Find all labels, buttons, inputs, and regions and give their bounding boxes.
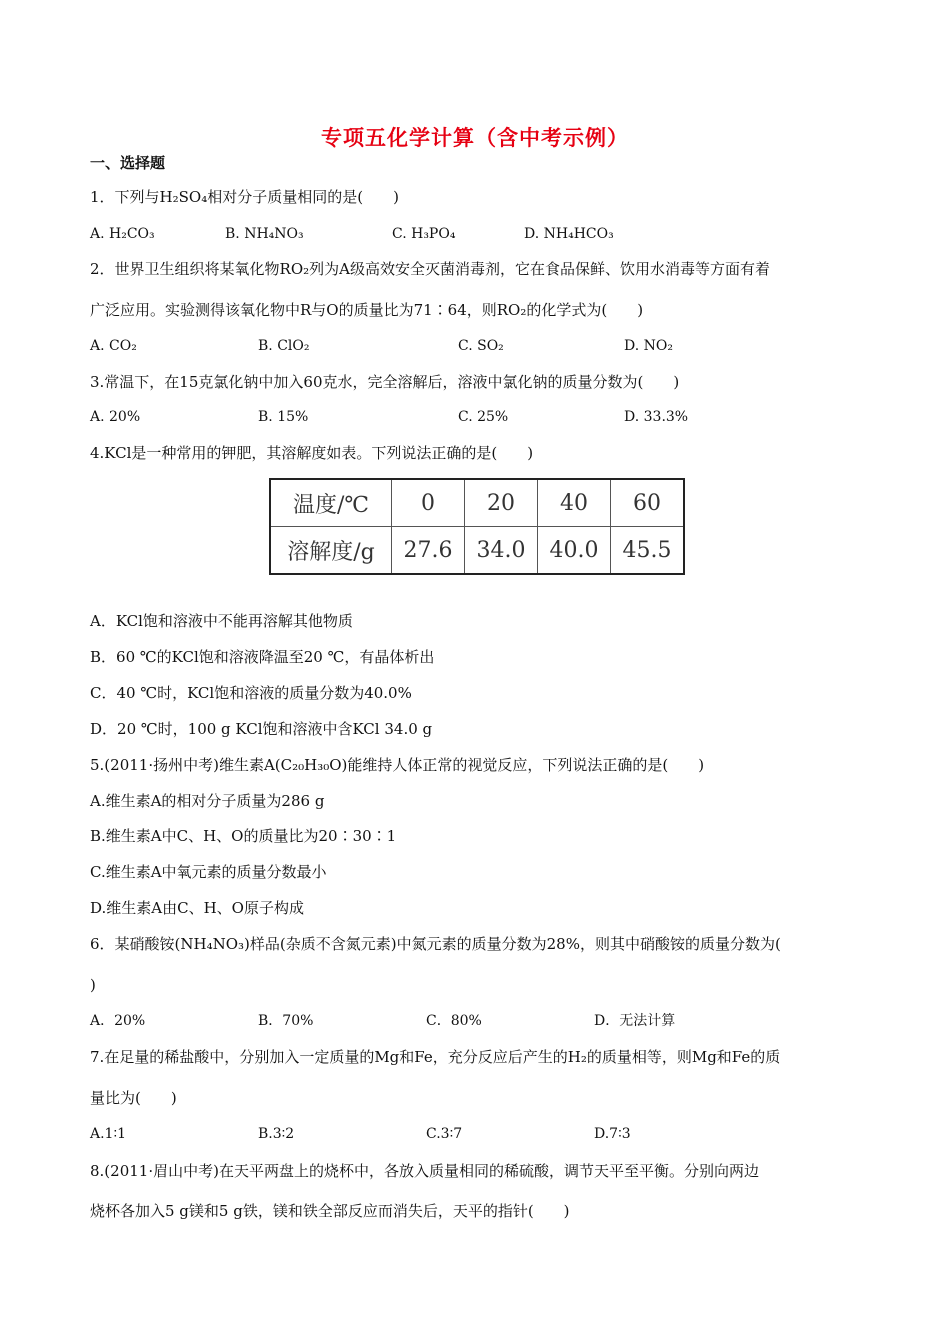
question-3: 3.常温下，在15克氯化钠中加入60克水，完全溶解后，溶液中氯化钠的质量分数为( ) xyxy=(90,373,680,391)
table-row-temperature xyxy=(270,479,684,527)
table-cell: 20 xyxy=(465,479,538,527)
table-cell: 40 xyxy=(538,479,611,527)
question-5-option-c: C.维生素A中氧元素的质量分数最小 xyxy=(90,863,327,881)
table-row-solubility xyxy=(270,527,684,575)
question-7-line-2: 量比为( ) xyxy=(90,1089,177,1107)
question-4-option-b: B．60 ℃的KCl饱和溶液降温至20 ℃，有晶体析出 xyxy=(90,648,435,666)
question-4-option-a: A．KCl饱和溶液中不能再溶解其他物质 xyxy=(90,612,353,630)
question-7-line-1: 7.在足量的稀盐酸中，分别加入一定质量的Mg和Fe，充分反应后产生的H₂的质量相等，则Mg和Fe的质 xyxy=(90,1048,781,1066)
table-cell: 45.5 xyxy=(611,527,685,575)
question-2-line-2: 广泛应用。实验测得该氧化物中R与O的质量比为71∶64，则RO₂的化学式为( ) xyxy=(90,301,644,319)
option-b: B．70% xyxy=(258,1013,314,1029)
question-5: 5.(2011·扬州中考)维生素A(C₂₀H₃₀O)能维持人体正常的视觉反应，下列说法正确的是( ) xyxy=(90,756,705,774)
table-header-temperature: 温度/℃ xyxy=(270,479,392,527)
question-5-option-d: D.维生素A由C、H、O原子构成 xyxy=(90,899,304,917)
question-2-line-1: 2．世界卫生组织将某氧化物RO₂列为A级高效安全灭菌消毒剂，它在食品保鲜、饮用水消毒等方面有着 xyxy=(90,260,770,278)
option-d: D. 33.3% xyxy=(624,409,689,425)
question-3-options xyxy=(90,407,850,427)
option-a: A. 20% xyxy=(90,409,141,425)
option-d: D. NO₂ xyxy=(624,338,673,354)
question-8-line-1: 8.(2011·眉山中考)在天平两盘上的烧杯中，各放入质量相同的稀硫酸，调节天平至平衡。分别向两边 xyxy=(90,1162,759,1180)
question-1-options xyxy=(90,224,850,244)
option-c: C. SO₂ xyxy=(458,338,504,354)
table-cell: 27.6 xyxy=(392,527,465,575)
option-a: A. CO₂ xyxy=(90,338,137,354)
option-b: B. NH₄NO₃ xyxy=(225,226,304,242)
table-cell: 60 xyxy=(611,479,685,527)
table-cell: 34.0 xyxy=(465,527,538,575)
solubility-table xyxy=(269,478,685,575)
question-6-line-2: ) xyxy=(90,976,96,994)
option-c: C.3∶7 xyxy=(426,1126,463,1142)
question-4-option-c: C．40 ℃时，KCl饱和溶液的质量分数为40.0% xyxy=(90,684,412,702)
option-d: D. NH₄HCO₃ xyxy=(524,226,614,242)
question-2-options xyxy=(90,336,850,356)
option-d: D.7∶3 xyxy=(594,1126,631,1142)
document-title: 专项五化学计算（含中考示例） xyxy=(321,126,629,150)
option-c: C. 25% xyxy=(458,409,509,425)
table-header-solubility: 溶解度/g xyxy=(270,527,392,575)
question-7-options xyxy=(90,1124,850,1144)
question-6-options xyxy=(90,1011,850,1031)
question-6-line-1: 6．某硝酸铵(NH₄NO₃)样品(杂质不含氮元素)中氮元素的质量分数为28%，则其中硝酸铵的质量分数为( xyxy=(90,935,781,953)
question-5-option-a: A.维生素A的相对分子质量为286 g xyxy=(90,792,325,810)
option-a: A. H₂CO₃ xyxy=(90,226,155,242)
question-5-option-b: B.维生素A中C、H、O的质量比为20∶30∶1 xyxy=(90,827,397,845)
option-b: B. 15% xyxy=(258,409,309,425)
solubility-table-wrapper xyxy=(269,478,685,575)
section-heading: 一、选择题 xyxy=(90,154,166,172)
question-8-line-2: 烧杯各加入5 g镁和5 g铁，镁和铁全部反应而消失后，天平的指针( ) xyxy=(90,1202,570,1220)
question-4: 4.KCl是一种常用的钾肥，其溶解度如表。下列说法正确的是( ) xyxy=(90,444,534,462)
question-4-option-d: D．20 ℃时，100 g KCl饱和溶液中含KCl 34.0 g xyxy=(90,720,433,738)
question-1: 1．下列与H₂SO₄相对分子质量相同的是( ) xyxy=(90,188,399,206)
table-cell: 40.0 xyxy=(538,527,611,575)
option-c: C. H₃PO₄ xyxy=(392,226,456,242)
option-a: A.1∶1 xyxy=(90,1126,127,1142)
table-cell: 0 xyxy=(392,479,465,527)
option-a: A．20% xyxy=(90,1013,146,1029)
option-b: B. ClO₂ xyxy=(258,338,310,354)
option-b: B.3∶2 xyxy=(258,1126,295,1142)
option-c: C．80% xyxy=(426,1013,482,1029)
option-d: D．无法计算 xyxy=(594,1013,676,1029)
